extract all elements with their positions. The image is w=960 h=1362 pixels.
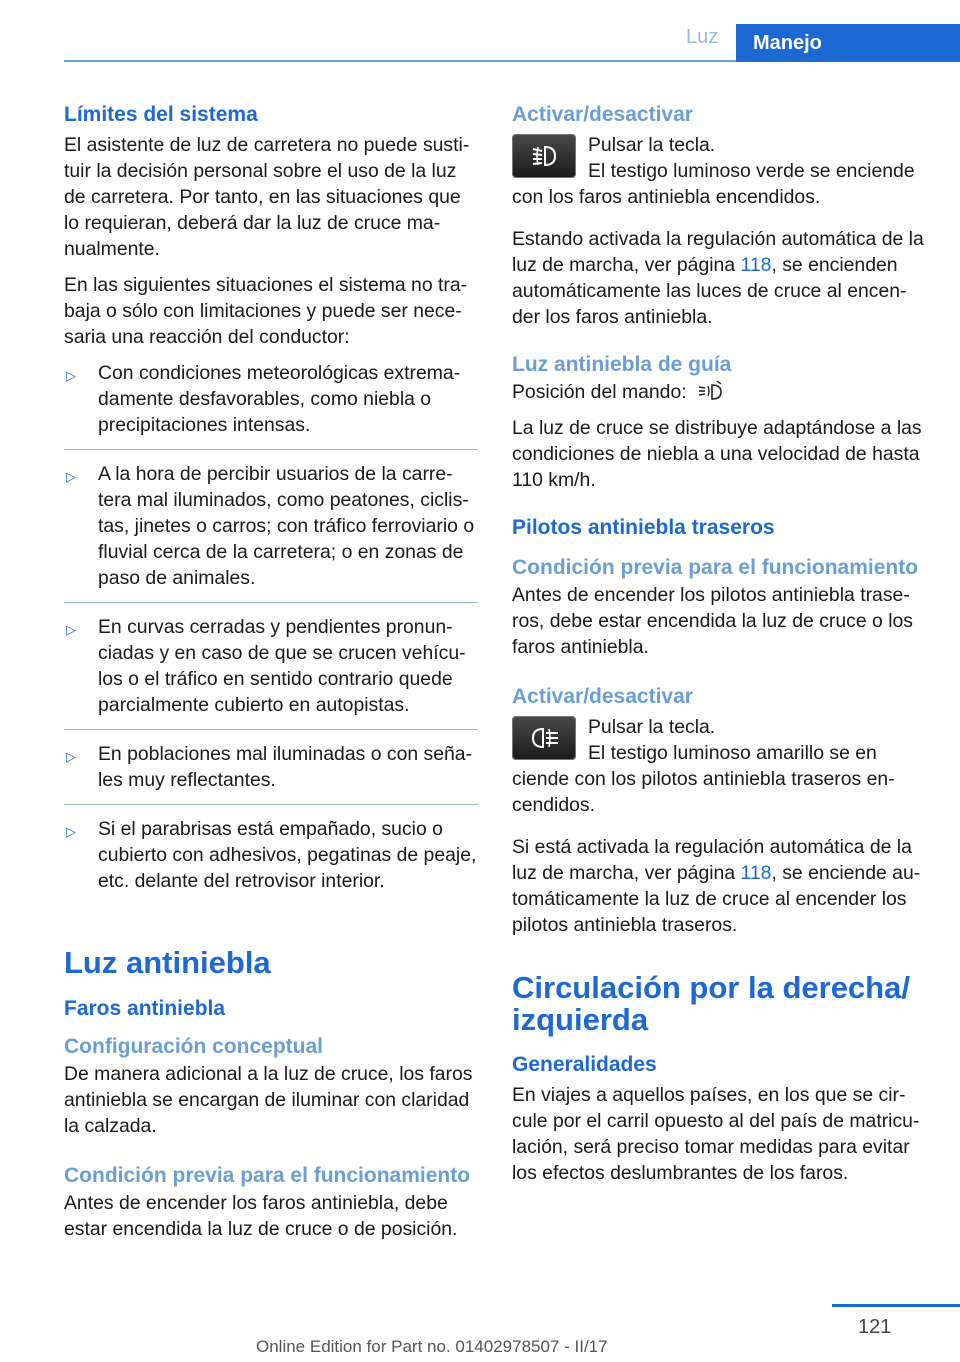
page-link-118[interactable]: 118 [740, 862, 772, 884]
concept-paragraph: De manera adicional a la luz de cruce, los faros antiniebla se encargan de iluminar con claridad la calzada. [64, 1063, 473, 1137]
activate-desc-2a: El testigo luminoso amarillo se en [588, 742, 877, 764]
triangle-bullet-icon: ▷ [66, 749, 76, 764]
list-item: ▷ Con condiciones meteorológicas extremadamente desfavorables, como niebla o precipitaciones intensas. [64, 360, 478, 450]
activate-desc-1b: con los faros antiniebla encendidos. [512, 186, 821, 208]
guide-fog-heading: Luz antiniebla de guía [512, 353, 732, 376]
page-link-118[interactable]: 118 [740, 254, 772, 276]
list-item: ▷ En curvas cerradas y pendientes pronunciadas y en caso de que se crucen vehículos o el tráfico en sentido contrario quede parcialmente cubierto en autopistas. [64, 614, 478, 730]
general-heading: Generalidades [512, 1053, 657, 1076]
triangle-bullet-icon: ▷ [66, 622, 76, 637]
activate-heading-1: Activar/desactivar [512, 103, 693, 126]
front-fog-button-icon [512, 134, 576, 178]
auto-light-paragraph-1: Estando activada la regulación automática de la luz de marcha, ver página 118, se encienden automáticamente las luces de cruce al encender los faros antiniebla. [512, 228, 924, 328]
rear-fog-heading: Pilotos antiniebla traseros [512, 516, 775, 539]
front-fog-heading: Faros antiniebla [64, 997, 226, 1020]
precondition-heading: Condición previa para el funcionamiento [64, 1164, 471, 1187]
list-item: ▷ A la hora de percibir usuarios de la carretera mal iluminados, como peatones, ciclistas, jinetes o carros; con tráfico ferroviario o fluvial cerca de la carretera; o en zonas de paso de animales. [64, 461, 478, 603]
activate-press-text-2: Pulsar la tecla. [588, 716, 716, 738]
auto-light-paragraph-2: Si está activada la regulación automática de la luz de marcha, ver página 118, se enciende automáticamente la luz de cruce al encender los pilotos antiniebla traseros. [512, 836, 921, 936]
limits-bullet-list [64, 360, 478, 905]
rear-precondition-heading: Condición previa para el funcionamiento [512, 556, 919, 579]
fog-light-heading: Luz antiniebla [64, 945, 271, 980]
left-column [64, 100, 478, 1252]
limits-paragraph-1: El asistente de luz de carretera no puede sustituir la decisión personal sobre el uso de la luz de carretera. Por tanto, en las situaciones que lo requieran, deberá dar la luz de cruce manualmente. [64, 134, 470, 260]
front-fog-key-row [512, 132, 927, 184]
limits-paragraph-2: En las siguientes situaciones el sistema no trabaja o sólo con limitaciones y puede ser necesaria una reacción del conductor: [64, 274, 468, 348]
right-column [512, 100, 927, 1196]
edition-footer: Online Edition for Part no. 01402978507 - II/17 [256, 1337, 608, 1356]
activate-heading-2: Activar/desactivar [512, 685, 693, 708]
list-item: ▷ En poblaciones mal iluminadas o con señales muy reflectantes. [64, 741, 478, 805]
guide-paragraph: La luz de cruce se distribuye adaptándose a las condiciones de niebla a una velocidad de hasta 110 km/h. [512, 417, 922, 491]
activate-desc-1a: El testigo luminoso verde se enciende [588, 160, 915, 182]
rear-precondition-paragraph: Antes de encender los pilotos antiniebla traseros, debe estar encendida la luz de cruce o los faros antiniebla. [512, 584, 913, 658]
fog-guide-switch-icon [697, 380, 723, 402]
activate-press-text-1: Pulsar la tecla. [588, 134, 716, 156]
triangle-bullet-icon: ▷ [66, 824, 76, 839]
rear-fog-key-row [512, 714, 927, 766]
rear-fog-button-icon [512, 716, 576, 760]
header-section: Luz [686, 26, 719, 48]
header-chapter-tab: Manejo [736, 24, 960, 62]
limits-heading: Límites del sistema [64, 103, 258, 126]
concept-heading: Configuración conceptual [64, 1035, 324, 1058]
triangle-bullet-icon: ▷ [66, 368, 76, 383]
traffic-side-heading: Circulación por la derecha/ izquierda [512, 970, 910, 1037]
page-number: 121 [858, 1316, 892, 1338]
footer-rule [832, 1304, 960, 1307]
list-item: ▷ Si el parabrisas está empañado, sucio o cubierto con adhesivos, pegatinas de peaje, etc. delante del retrovisor interior. [66, 818, 477, 892]
activate-desc-2b: ciende con los pilotos antiniebla traseros encendidos. [512, 768, 895, 816]
general-paragraph: En viajes a aquellos países, en los que se circule por el carril opuesto al del país de matriculación, será preciso tomar medidas para evitar los efectos deslumbrantes de los faros. [512, 1084, 920, 1184]
triangle-bullet-icon: ▷ [66, 469, 76, 484]
precondition-paragraph: Antes de encender los faros antiniebla, debe estar encendida la luz de cruce o de posición. [64, 1192, 458, 1240]
guide-position-line: Posición del mando: [512, 379, 927, 405]
